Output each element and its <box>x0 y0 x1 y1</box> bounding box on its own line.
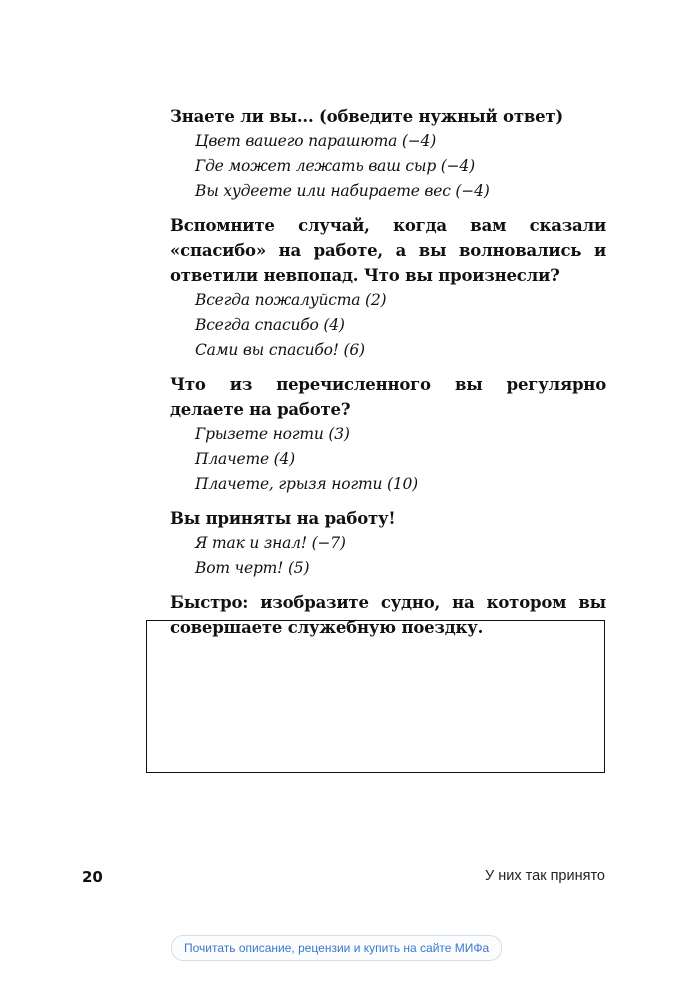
question-text: Что из перечисленного вы регулярно делаете на работе? <box>170 375 606 419</box>
question-block <box>170 104 606 204</box>
question-text: Вспомните случай, когда вам сказали «спасибо» на работе, а вы волновались и ответили невпопад. Что вы произнесли? <box>170 216 606 285</box>
running-title: У них так принято <box>485 868 605 884</box>
answer-option: Грызете ногти (3) <box>195 425 350 443</box>
page-number: 20 <box>82 868 103 886</box>
answer-option: Плачете (4) <box>195 450 295 468</box>
question-block <box>170 213 606 363</box>
answer-list <box>195 422 606 497</box>
answer-list <box>195 129 606 204</box>
question-block <box>170 506 606 581</box>
answer-option: Вот черт! (5) <box>195 559 310 577</box>
question-text: Вы приняты на работу! <box>170 509 396 528</box>
question-text: Знаете ли вы... (обведите нужный ответ) <box>170 107 564 126</box>
question-block <box>170 372 606 497</box>
answer-list <box>195 531 606 581</box>
quiz-content <box>170 104 606 640</box>
answer-option: Где может лежать ваш сыр (−4) <box>195 157 475 175</box>
question-text: Быстро: изобразите судно, на котором вы совершаете служебную поездку. <box>170 593 606 637</box>
answer-option: Сами вы спасибо! (6) <box>195 341 365 359</box>
answer-option: Плачете, грызя ногти (10) <box>195 475 418 493</box>
answer-option: Цвет вашего парашюта (−4) <box>195 132 437 150</box>
answer-option: Всегда спасибо (4) <box>195 316 345 334</box>
answer-option: Вы худеете или набираете вес (−4) <box>195 182 490 200</box>
buy-on-mif-link[interactable]: Почитать описание, рецензии и купить на сайте МИФа <box>171 935 502 961</box>
answer-option: Я так и знал! (−7) <box>195 534 346 552</box>
answer-option: Всегда пожалуйста (2) <box>195 291 387 309</box>
answer-list <box>195 288 606 363</box>
drawing-area <box>146 620 605 773</box>
